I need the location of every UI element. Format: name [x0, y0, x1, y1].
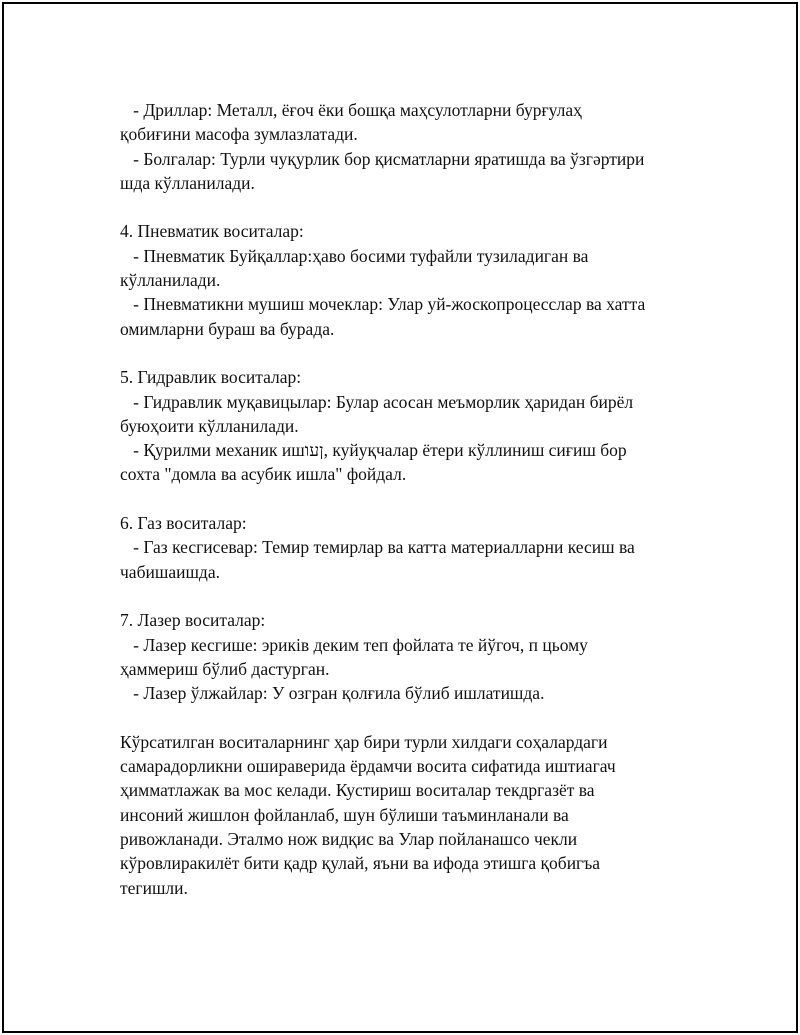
document-body [120, 98, 700, 900]
text-line: буюҳоити кўлланилади. [120, 415, 299, 436]
text-line: чабишаишда. [120, 561, 220, 582]
text-line: - Гидравлик муқавицылар: Булар асосан меъморлик ҳаридан бирёл [120, 391, 634, 412]
text-line: шда кўлланилади. [120, 172, 255, 193]
text-line: Кўрсатилган воситаларнинг ҳар бири турли хилдаги соҳалардаги [120, 731, 608, 752]
paragraph-gap [120, 584, 700, 608]
section-heading: 6. Газ воситалар: [120, 513, 247, 534]
text-line: - Қурилми механик ишןעו, куйуқчалар ётери кўллиниш сиғиш бор [120, 440, 627, 461]
text-line: - Пневматикни мушиш мочеклар: Улар уй-жоскопроцесслар ва хатта [120, 294, 646, 315]
section-heading: 7. Лазер воситалар: [120, 610, 266, 631]
text-line: ривожланади. Эталмо нож видқис ва Улар пойланашсо чекли [120, 828, 578, 849]
section-heading: 4. Пневматик воситалар: [120, 221, 304, 242]
text-line: самарадорликни оширaверида ёрдамчи восита сифатида иштиагач [120, 756, 616, 777]
paragraph-gap [120, 195, 700, 219]
text-line: тегишли. [120, 877, 188, 898]
paragraph-gap [120, 705, 700, 729]
text-line: - Пневматик Буйқаллар:ҳаво босими туфайли тузиладиган ва [120, 245, 589, 266]
text-line: кўлланилади. [120, 270, 221, 291]
text-line: - Дриллар: Металл, ёғоч ёки бошқа маҳсулотларни бурғулаҳ [120, 100, 582, 120]
text-line: қобиғини масофа зумлазлатади. [120, 124, 358, 145]
paragraph-gap [120, 487, 700, 511]
text-line: - Газ кесгисевар: Темир темирлар ва катта материалларни кесиш ва [120, 537, 635, 558]
text-line: кўровлиракилёт бити қадр қулай, яъни ва ифода этишга қобигъа [120, 853, 601, 874]
paragraph-gap [120, 341, 700, 365]
text-line: - Болгалар: Турли чуқурлик бор қисматларни яратишда ва ўзгәртири [120, 148, 645, 169]
text-line: ҳаммериш бўлиб дастурган. [120, 658, 330, 679]
text-line: ҳимматлажак ва мос келади. Кустириш воситалар текдргазёт ва [120, 780, 595, 801]
text-line: инсоний жишлон фойланлаб, шун бўлиши таъминланали ва [120, 804, 569, 825]
text-line: - Лазер кесгише: эриків деким теп фойлата те йўгоч, п цьому [120, 634, 588, 655]
section-heading: 5. Гидравлик воситалар: [120, 367, 302, 388]
text-line: сохта "домла ва асубик ишла" фойдал. [120, 464, 407, 485]
text-line: - Лазер ўлжайлар: У озгран қолғила бўлиб ишлатишда. [120, 683, 545, 704]
text-line: омимларни бураш ва бурада. [120, 318, 335, 339]
document-page [2, 2, 798, 1033]
